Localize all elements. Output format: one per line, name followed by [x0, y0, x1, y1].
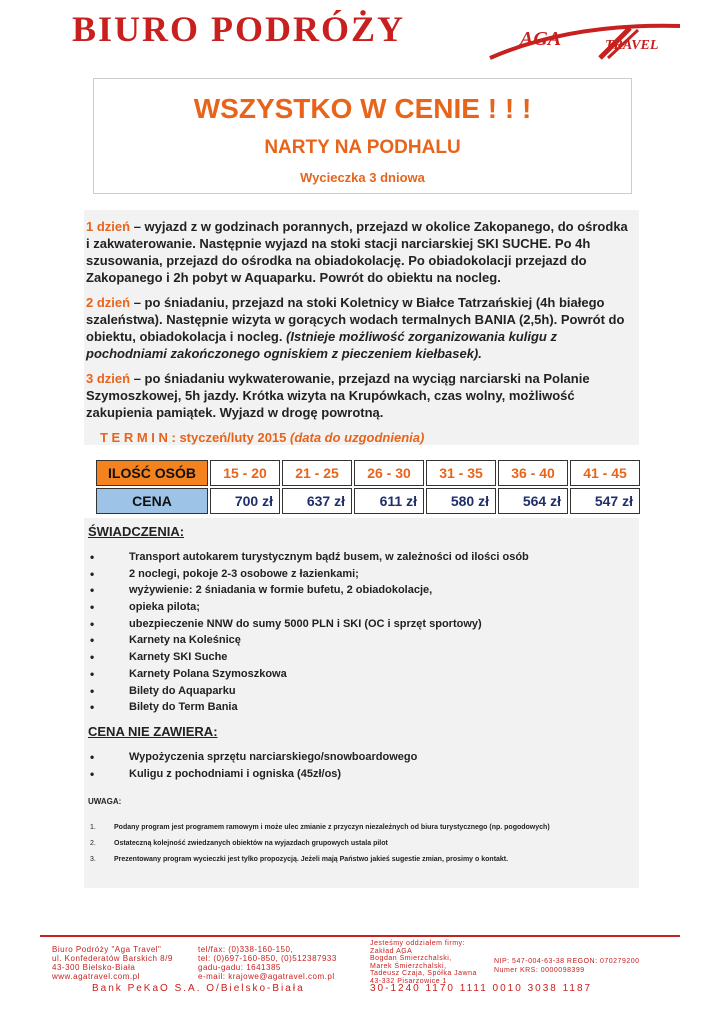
footer-line: www.agatravel.com.pl	[52, 972, 140, 981]
table-row	[96, 460, 640, 486]
footer-registry	[494, 957, 640, 975]
footer-line: Zakład AGA	[370, 947, 413, 955]
termin-label: T E R M I N : styczeń/luty 2015	[100, 430, 290, 445]
termin-line	[100, 430, 424, 445]
list-item: • opieka pilota;	[88, 599, 636, 616]
notes-heading: UWAGA:	[88, 797, 122, 806]
services-heading: ŚWIADCZENIA:	[88, 524, 185, 539]
footer-contact	[198, 945, 337, 981]
day-label: 2 dzień	[86, 295, 131, 310]
logo-aga: AGA	[520, 28, 562, 50]
footer-line: e-mail: krajowe@agatravel.com.pl	[198, 972, 335, 981]
program-days	[86, 218, 634, 429]
price-cell: 564 zł	[498, 488, 568, 514]
price-cell: 580 zł	[426, 488, 496, 514]
footer-line: 43-300 Bielsko-Biała	[52, 963, 136, 972]
footer-line: Marek Śmierzchalski,	[370, 962, 447, 970]
footer-line: tel: (0)697-160-850, (0)512387933	[198, 954, 337, 963]
day-text: – po śniadaniu, przejazd na stoki Koletnicy w Białce Tatrzańskiej (4h białego szaleństwa). Następnie wizyta w gorących wodach termalnych BANIA (2,5h). Powrót do obiektu, obiadokolacja i nocleg.	[86, 295, 625, 344]
price-header: CENA	[96, 488, 208, 514]
note-item: 1. Podany program jest programem ramowym i może ulec zmianie z przyczyn niezależnych od biura turystycznego (np. pogodowych)	[90, 824, 550, 831]
footer-line: ul. Konfederatów Barskich 8/9	[52, 954, 173, 963]
list-item: • 2 noclegi, pokoje 2-3 osobowe z łazienkami;	[88, 566, 636, 583]
services-list	[88, 549, 636, 716]
note-text: Ostateczną kolejność zwiedzanych obiektów na wyjazdach grupowych ustala pilot	[114, 840, 388, 847]
note-item: 3. Prezentowany program wycieczki jest tylko propozycją. Jeżeli mają Państwo jakieś sugestie zmian, prosimy o kontakt.	[90, 856, 509, 863]
footer-line: Tadeusz Czaja, Spółka Jawna	[370, 970, 477, 977]
bank-account: 30-1240 1170 1111 0010 3038 1187	[370, 983, 593, 994]
price-cell: 547 zł	[570, 488, 640, 514]
list-item: • Transport autokarem turystycznym bądź busem, w zależności od ilości osób	[88, 549, 636, 566]
footer-line: tel/fax: (0)338-160-150,	[198, 945, 294, 954]
footer-line: 43-332 Pisarzowice 1	[370, 977, 447, 985]
day-2	[86, 294, 634, 362]
footer-line: Jesteśmy oddziałem firmy:	[370, 940, 465, 947]
day-label: 3 dzień	[86, 371, 131, 386]
termin-note: (data do uzgodnienia)	[290, 430, 425, 445]
logo-travel: TRAVEL	[605, 38, 659, 53]
notes-list	[88, 820, 648, 868]
range-cell: 36 - 40	[498, 460, 568, 486]
range-cell: 41 - 45	[570, 460, 640, 486]
list-item: • Karnety SKI Suche	[88, 649, 636, 666]
footer-line: Numer KRS: 0000098399	[494, 967, 585, 974]
excluded-heading: CENA NIE ZAWIERA:	[88, 724, 218, 739]
list-item: • Bilety do Aquaparku	[88, 683, 636, 700]
footer-line: Biuro Podróży "Aga Travel"	[52, 945, 162, 954]
excluded-list	[88, 749, 636, 782]
list-item: • Kuligu z pochodniami i ogniska (45zł/os)	[88, 766, 636, 783]
page-title: WSZYSTKO W CENIE ! ! !	[193, 93, 532, 124]
bank-name: Bank PeKaO S.A. O/Bielsko-Biała	[92, 983, 305, 994]
logo-swoosh-icon	[480, 18, 690, 63]
trip-length: Wycieczka 3 dniowa	[300, 170, 425, 185]
note-text: Prezentowany program wycieczki jest tylko propozycją. Jeżeli mają Państwo jakieś sugestie zmian, prosimy o kontakt.	[114, 856, 509, 863]
footer-company	[370, 940, 477, 985]
list-item: • Karnety Polana Szymoszkowa	[88, 666, 636, 683]
list-item: • Bilety do Term Bania	[88, 699, 636, 716]
note-text: Podany program jest programem ramowym i może ulec zmianie z przyczyn niezależnych od biura turystycznego (np. pogodowych)	[114, 824, 550, 831]
list-item: • wyżywienie: 2 śniadania w formie bufetu, 2 obiadokolacje,	[88, 582, 636, 599]
price-cell: 637 zł	[282, 488, 352, 514]
list-item: • Wypożyczenia sprzętu narciarskiego/snowboardowego	[88, 749, 636, 766]
day-note: (Istnieje możliwość zorganizowania kuligu z pochodniami zakończonego ogniskiem z pieczeniem kiełbasek).	[86, 329, 557, 361]
note-item: 2. Ostateczną kolejność zwiedzanych obiektów na wyjazdach grupowych ustala pilot	[90, 840, 388, 847]
day-1	[86, 218, 634, 286]
day-label: 1 dzień	[86, 219, 131, 234]
footer-line: Bogdan Śmierzchalski,	[370, 955, 452, 962]
range-cell: 31 - 35	[426, 460, 496, 486]
price-table	[94, 458, 642, 516]
list-item: • ubezpieczenie NNW do sumy 5000 PLN i SKI (OC i sprzęt sportowy)	[88, 616, 636, 633]
price-cell: 700 zł	[210, 488, 280, 514]
footer-address	[52, 945, 173, 981]
day-text: – wyjazd z w godzinach porannych, przejazd w okolice Zakopanego, do ośrodka i zakwaterowanie. Następnie wyjazd na stoki stacji narciarskiej SKI SUCHE. Po 4h szusowania, przejazd do ośrodka na obiadokolację. Po obiadokolacji przejazd do Zakopanego i 2h pobyt w Aquaparku. Powrót do obiektu na nocleg.	[86, 219, 628, 285]
range-cell: 15 - 20	[210, 460, 280, 486]
day-text: – po śniadaniu wykwaterowanie, przejazd na wyciąg narciarski na Polanie Szymoszkowej, 5h jazdy. Krótka wizyta na Krupówkach, czas wolny, możliwość zakupienia pamiątek. Wyjazd w drogę powrotną.	[86, 371, 590, 420]
day-3	[86, 370, 634, 421]
footer-divider	[40, 935, 680, 937]
footer-line: NIP: 547-004-63-38 REGON: 070279200	[494, 958, 640, 965]
title-box	[93, 78, 632, 194]
brand-name: BIURO PODRÓŻY	[72, 9, 406, 49]
letterhead	[0, 0, 724, 70]
table-row	[96, 488, 640, 514]
list-item: • Karnety na Koleśnicę	[88, 632, 636, 649]
page-subtitle: NARTY NA PODHALU	[264, 137, 461, 158]
people-header: ILOŚĆ OSÓB	[96, 460, 208, 486]
range-cell: 21 - 25	[282, 460, 352, 486]
range-cell: 26 - 30	[354, 460, 424, 486]
price-cell: 611 zł	[354, 488, 424, 514]
footer-line: gadu-gadu: 1641385	[198, 963, 281, 972]
